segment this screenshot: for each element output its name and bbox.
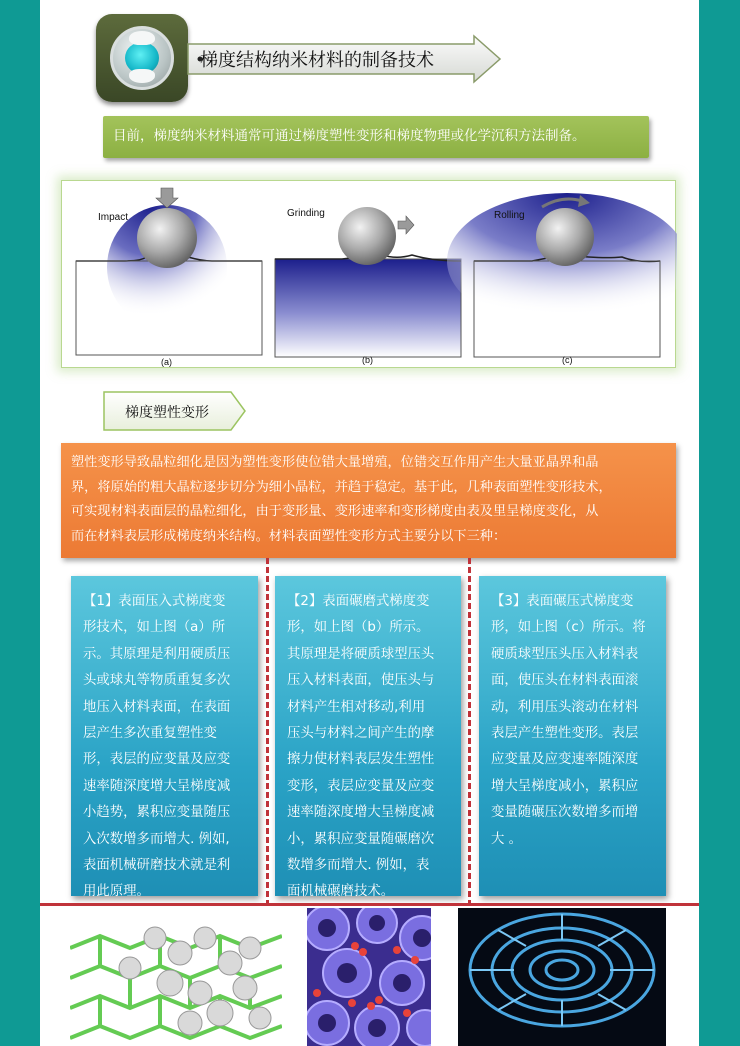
- impact-arrow-icon: [156, 188, 178, 208]
- paragraph-line: 而在材料表层形成梯度纳米结构。材料表面塑性变形方式主要分以下三种：: [71, 528, 507, 544]
- card-line: 压入材料表面，使压头与: [287, 673, 435, 689]
- card-line: 形，如上图（b）所示。: [287, 620, 430, 636]
- card-line: 形，如上图（c）所示。将: [491, 620, 646, 636]
- figure-svg: [62, 181, 677, 369]
- card-line: 面机械碾磨技术。: [287, 884, 395, 900]
- column-divider: [468, 558, 471, 906]
- card-line: 示。其原理是利用硬质压: [83, 646, 231, 662]
- card-line: 增大呈梯度减小，累积应: [491, 778, 639, 794]
- panel-rolling: [447, 193, 677, 365]
- card-line: 数增多而增大. 例如，表: [287, 858, 430, 874]
- card-line: 其原理是将硬质球型压头: [287, 646, 435, 662]
- logo-cap-top: [129, 31, 155, 45]
- left-border-band: [0, 0, 40, 1046]
- card-line: 【1】表面压入式梯度变: [83, 594, 226, 609]
- method-card-1: [71, 576, 258, 900]
- panel-grinding-title: Grinding: [287, 208, 325, 219]
- card-line: 压头与材料之间产生的摩: [287, 726, 435, 742]
- logo-cap-bottom: [129, 69, 155, 83]
- card-line: 形技术，如上图（a）所: [83, 620, 226, 636]
- card-line: 表面机械研磨技术就是利: [83, 858, 231, 874]
- card-line: 变形，表层应变量及应变: [287, 778, 435, 794]
- card-line: 速率随深度增大呈梯度减: [83, 778, 231, 794]
- logo-ring: [110, 26, 174, 90]
- carbon-nanotube-image: [458, 908, 666, 1046]
- paragraph-line: 可实现材料表面层的晶粒细化，由于变形量、变形速率和变形梯度由表及里呈梯度变化，从: [71, 504, 599, 519]
- card-line: 擦力使材料表层发生塑性: [287, 752, 435, 768]
- card-line: 大 。: [491, 831, 523, 847]
- deformation-figure: [61, 180, 676, 368]
- card-line: 层产生多次重复塑性变: [83, 726, 217, 742]
- card-line: 表层产生塑性变形。表层: [491, 726, 639, 742]
- card-line: 速率随深度增大呈梯度减: [287, 805, 435, 821]
- bottom-divider: [40, 903, 699, 906]
- panel-grinding: [275, 207, 461, 365]
- card-line: 材料产生相对移动,利用: [287, 699, 426, 715]
- panel-grinding-caption: (b): [362, 355, 373, 365]
- card-line: 硬质球型压头压入材料表: [491, 646, 639, 662]
- card-line: 应变量及应变速率随深度: [491, 752, 639, 768]
- card-line: 用此原理。: [83, 884, 150, 900]
- method-card-2: [275, 576, 461, 900]
- card-line: 入次数增多而增大. 例如,: [83, 831, 230, 847]
- section-label: 梯度塑性变形: [125, 405, 209, 421]
- paragraph-line: 塑性变形导致晶粒细化是因为塑性变形使位错大量增殖，位错交互作用产生大量亚晶界和晶: [71, 455, 599, 470]
- grinding-arrow-icon: [398, 216, 414, 234]
- header-logo: [96, 14, 188, 102]
- card-line: 【2】表面碾磨式梯度变: [287, 594, 430, 609]
- card-line: 动，利用压头滚动在材料: [491, 699, 639, 715]
- method-card-3: [479, 576, 666, 896]
- card-line: 地压入材料表面，在表面: [83, 699, 231, 715]
- panel-rolling-title: Rolling: [494, 210, 525, 221]
- paragraph-line: 界，将原始的粗大晶粒逐步切分为细小晶粒，并趋于稳定。基于此，几种表面塑性变形技术，: [71, 479, 612, 495]
- card-line: 【3】表面碾压式梯度变: [491, 594, 634, 609]
- panel-impact-title: Impact: [98, 212, 129, 223]
- card-line: 小，累积应变量随碾磨次: [287, 831, 435, 847]
- panel-rolling-caption: (c): [562, 355, 573, 365]
- card-line: 形，表层的应变量及应变: [83, 752, 231, 768]
- panel-impact: [76, 188, 262, 367]
- deformation-paragraph: [61, 443, 676, 558]
- card-line: 头或球丸等物质重复多次: [83, 673, 231, 689]
- page-title: 梯度结构纳米材料的制备技术: [200, 50, 434, 71]
- nanotube-cluster-image: [307, 908, 431, 1046]
- card-line: 面，使压头在材料表面滚: [491, 673, 639, 689]
- right-border-band: [699, 0, 740, 1046]
- intro-banner: 目前，梯度纳米材料通常可通过梯度塑性变形和梯度物理或化学沉积方法制备。: [103, 116, 649, 158]
- panel-impact-caption: (a): [161, 357, 172, 367]
- card-line: 小趋势，累积应变量随压: [83, 805, 231, 821]
- card-line: 变量随碾压次数增多而增: [491, 805, 639, 821]
- column-divider: [266, 558, 269, 906]
- graphene-spheres-image: [70, 908, 282, 1046]
